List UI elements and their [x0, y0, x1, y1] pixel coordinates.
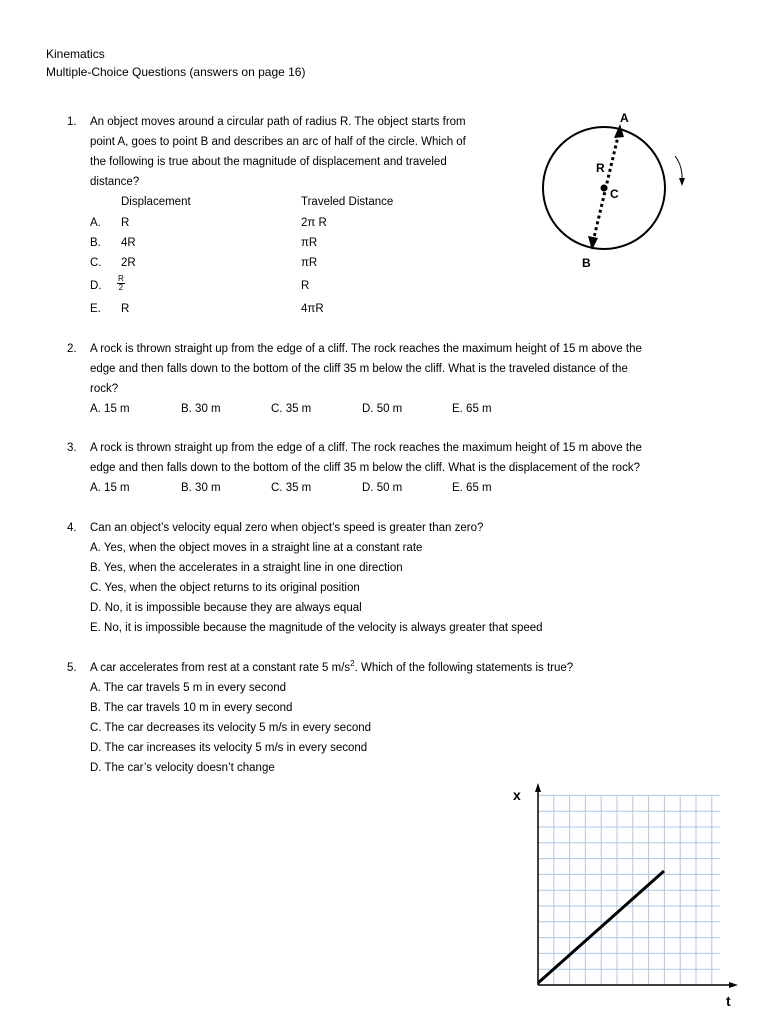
- option-c[interactable]: C. The car decreases its velocity 5 m/s in every second: [90, 722, 372, 734]
- position-time-graph: [508, 780, 748, 1015]
- question-text-line: rock?: [90, 383, 119, 395]
- option-distance: R: [301, 280, 310, 292]
- column-header-displacement: Displacement: [121, 196, 191, 208]
- question-number: 4.: [67, 522, 77, 534]
- option-d[interactable]: D. 50 m: [362, 403, 403, 415]
- x-axis-arrowhead: [729, 982, 738, 988]
- question-number: 2.: [67, 343, 77, 355]
- question-text-line: point A, goes to point B and describes an arc of half of the circle. Which of: [90, 136, 466, 148]
- graph-grid: [538, 795, 720, 985]
- option-displacement: 2R: [121, 257, 136, 269]
- option-letter: B.: [90, 237, 101, 249]
- column-header-distance: Traveled Distance: [301, 196, 394, 208]
- question-text-line: the following is true about the magnitude of displacement and traveled: [90, 156, 447, 168]
- option-c[interactable]: C. 35 m: [271, 403, 312, 415]
- document-subtitle: Multiple-Choice Questions (answers on page 16): [46, 65, 306, 79]
- option-letter: E.: [90, 303, 101, 315]
- option-e[interactable]: E. 65 m: [452, 403, 492, 415]
- fraction-denominator: 2: [118, 283, 124, 292]
- option-e[interactable]: D. The car’s velocity doesn’t change: [90, 762, 275, 774]
- option-distance: πR: [301, 237, 318, 249]
- option-b[interactable]: B. The car travels 10 m in every second: [90, 702, 293, 714]
- option-e[interactable]: E. 65 m: [452, 482, 492, 494]
- question-text-pre: A car accelerates from rest at a constant rate 5 m/s: [90, 662, 351, 674]
- option-displacement: R: [121, 217, 130, 229]
- option-d[interactable]: D. The car increases its velocity 5 m/s in every second: [90, 742, 368, 754]
- option-a[interactable]: A. The car travels 5 m in every second: [90, 682, 287, 694]
- option-letter: C.: [90, 257, 102, 269]
- option-b[interactable]: B. 30 m: [181, 482, 221, 494]
- question-number: 3.: [67, 442, 77, 454]
- option-displacement: R: [121, 303, 130, 315]
- option-displacement-fraction: [117, 275, 125, 292]
- option-a[interactable]: A. Yes, when the object moves in a straight line at a constant rate: [90, 542, 423, 554]
- center-point: [601, 185, 608, 192]
- question-text-line: distance?: [90, 176, 140, 188]
- option-letter: D.: [90, 280, 102, 292]
- question-text-line: A rock is thrown straight up from the edge of a cliff. The rock reaches the maximum height of 15 m above the: [90, 442, 642, 454]
- fraction-numerator: R: [118, 274, 124, 283]
- option-b[interactable]: B. Yes, when the accelerates in a straight line in one direction: [90, 562, 403, 574]
- document-title: Kinematics: [46, 47, 105, 61]
- option-displacement: 4R: [121, 237, 136, 249]
- question-text-post: . Which of the following statements is true?: [354, 662, 574, 674]
- option-distance: 4πR: [301, 303, 324, 315]
- question-text-line: edge and then falls down to the bottom of the cliff 35 m below the cliff. What is the traveled distance of the: [90, 363, 628, 375]
- circle-diagram: [530, 108, 700, 273]
- question-text-line: A rock is thrown straight up from the edge of a cliff. The rock reaches the maximum height of 15 m above the: [90, 343, 642, 355]
- question-text: [90, 659, 574, 674]
- question-text-line: An object moves around a circular path of radius R. The object starts from: [90, 116, 466, 128]
- arrowhead-a: [614, 124, 624, 138]
- y-axis-label: x: [513, 787, 521, 803]
- option-a[interactable]: A. 15 m: [90, 403, 130, 415]
- question-number: 1.: [67, 116, 77, 128]
- question-text-exponent: 2: [350, 659, 355, 669]
- option-d[interactable]: D. No, it is impossible because they are always equal: [90, 602, 362, 614]
- option-c[interactable]: C. Yes, when the object returns to its original position: [90, 582, 360, 594]
- rotation-arrowhead: [679, 178, 685, 186]
- option-letter: A.: [90, 217, 101, 229]
- label-r: R: [596, 161, 605, 175]
- option-b[interactable]: B. 30 m: [181, 403, 221, 415]
- option-a[interactable]: A. 15 m: [90, 482, 130, 494]
- x-axis-label: t: [726, 993, 731, 1009]
- question-text-line: edge and then falls down to the bottom of the cliff 35 m below the cliff. What is the displacement of the rock?: [90, 462, 640, 474]
- label-c: C: [610, 187, 619, 201]
- option-e[interactable]: E. No, it is impossible because the magnitude of the velocity is always greater that speed: [90, 622, 543, 634]
- option-distance: πR: [301, 257, 318, 269]
- y-axis-arrowhead: [535, 783, 541, 792]
- label-b: B: [582, 256, 591, 270]
- option-d[interactable]: D. 50 m: [362, 482, 403, 494]
- option-c[interactable]: C. 35 m: [271, 482, 312, 494]
- option-distance: 2π R: [301, 217, 327, 229]
- question-text: Can an object’s velocity equal zero when object’s speed is greater than zero?: [90, 522, 484, 534]
- question-number: 5.: [67, 662, 77, 674]
- label-a: A: [620, 111, 629, 125]
